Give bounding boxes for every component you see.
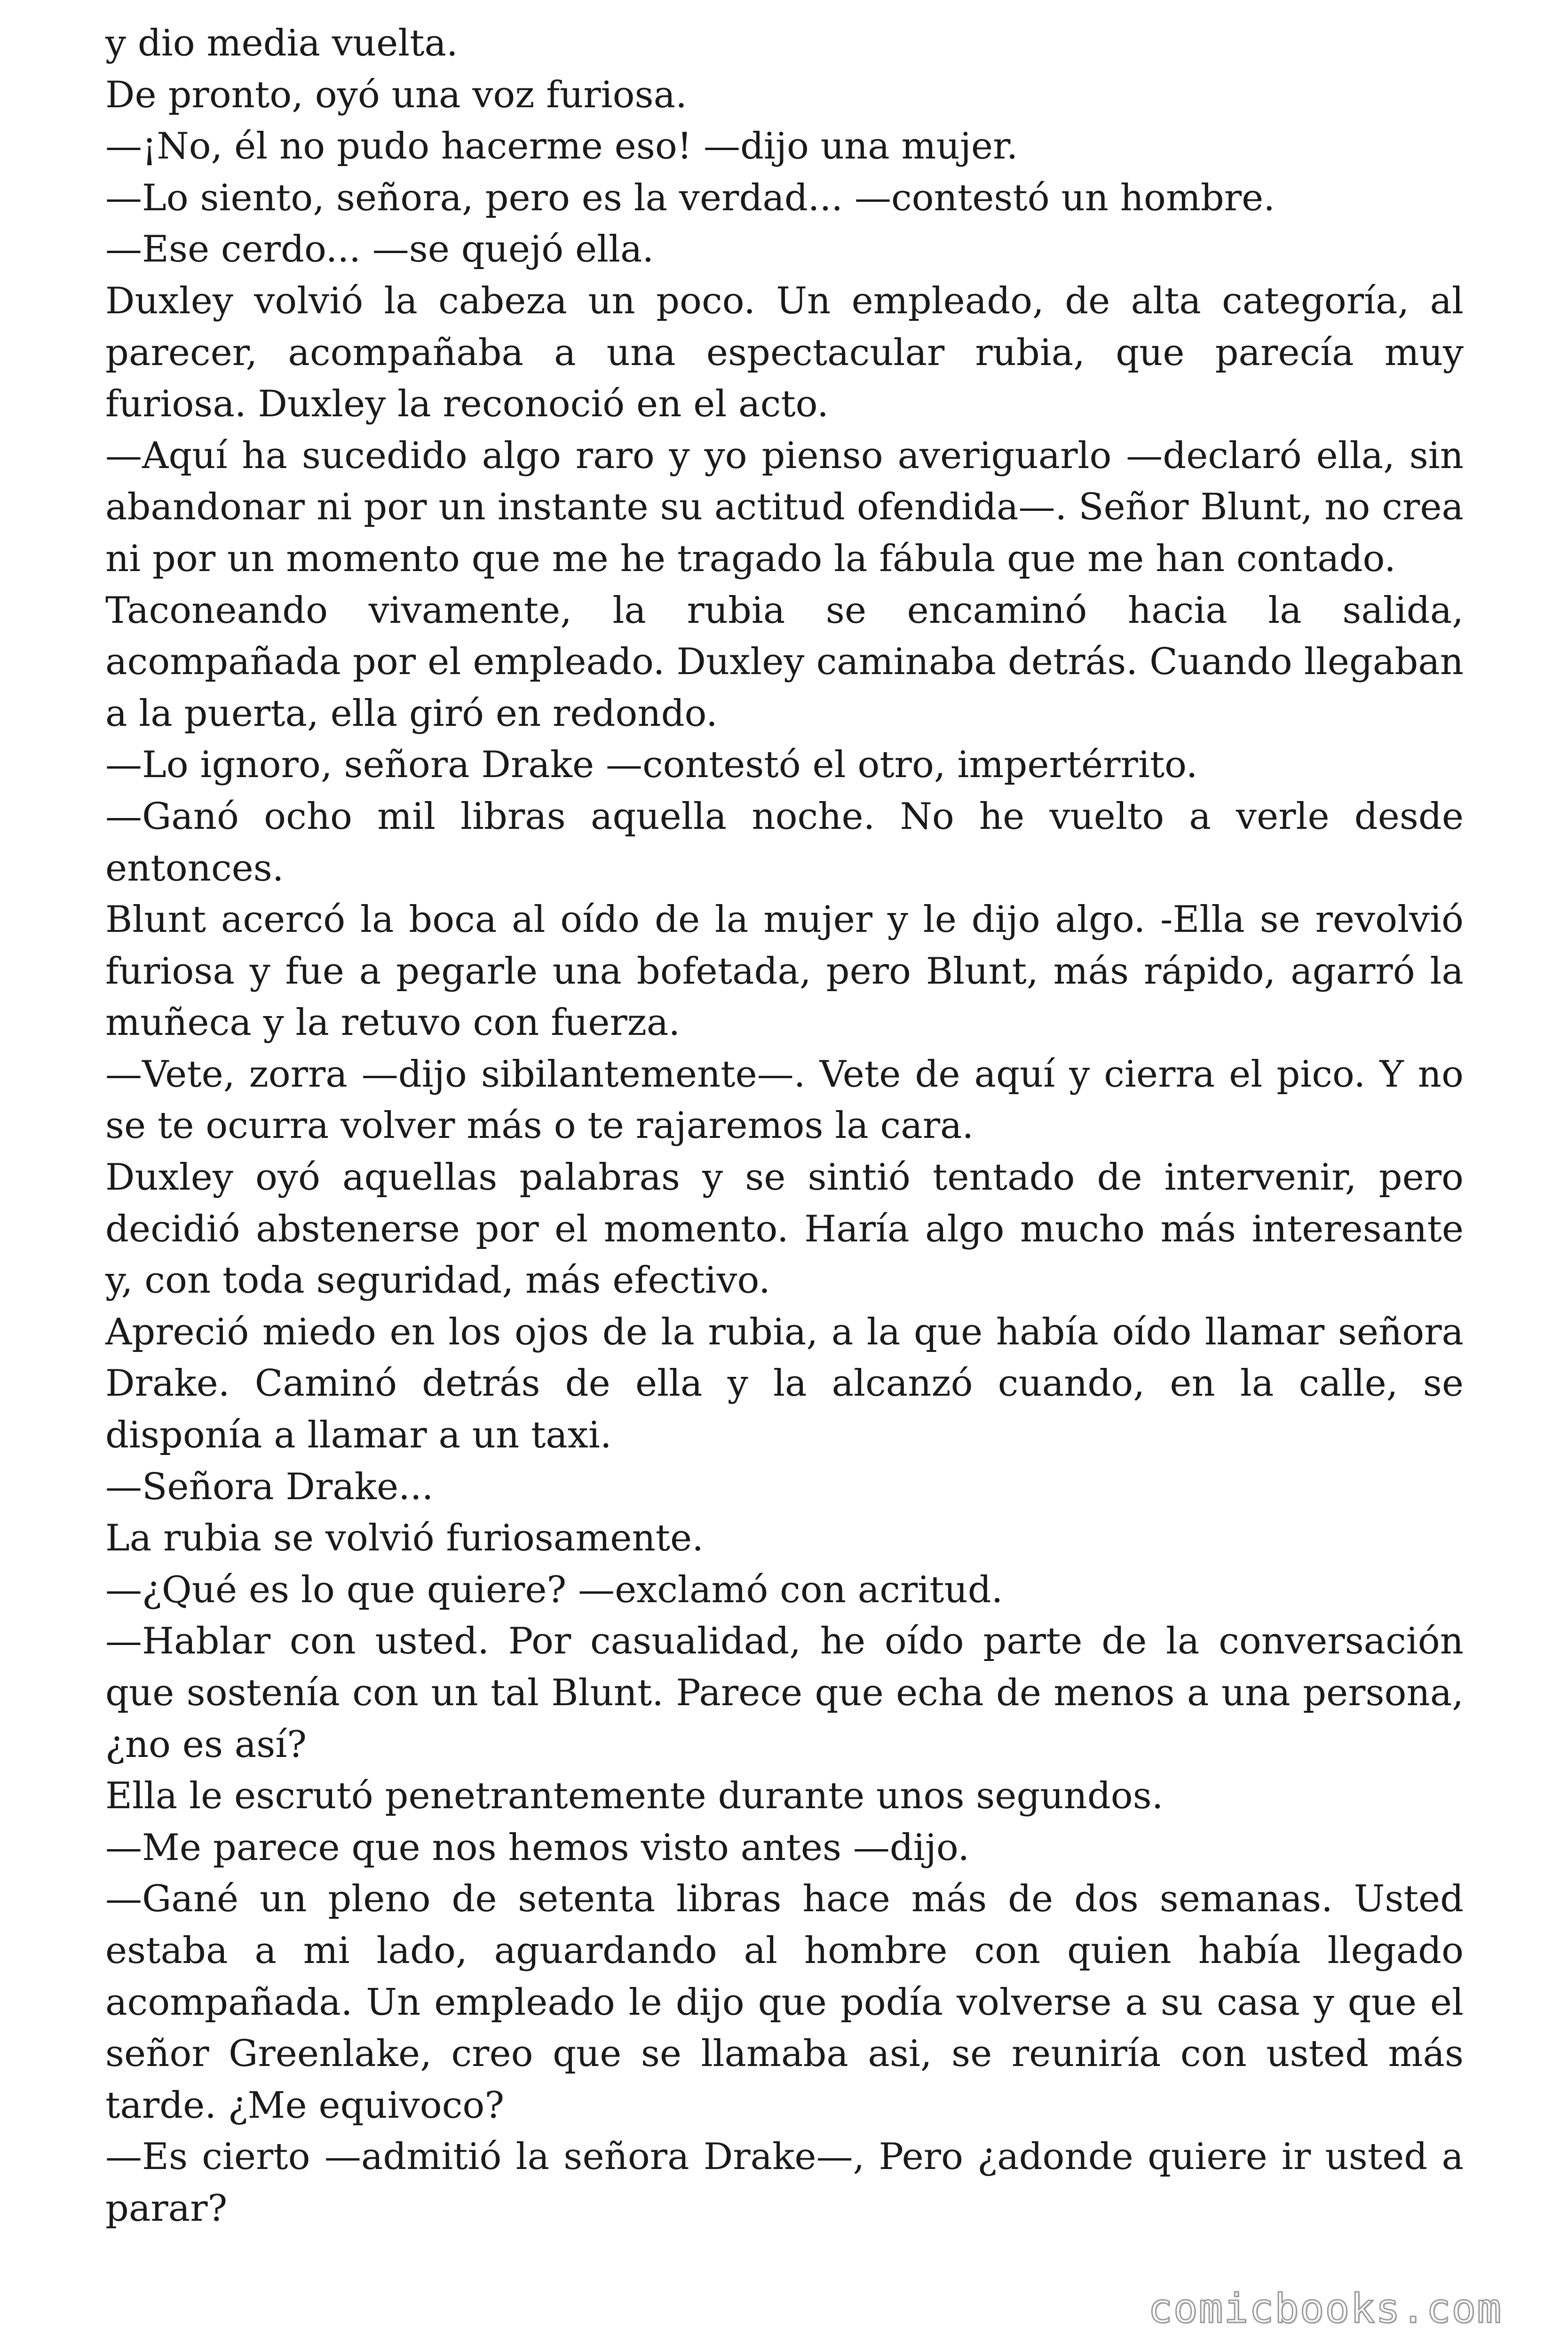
paragraph: —Aquí ha sucedido algo raro y yo pienso averiguarlo —declaró ella, sin abandonar ni por un instante su actitud ofendida—. Señor Blunt, no crea ni por un momento que me he tragado la fábula que me han contado. — [105, 434, 1464, 580]
paragraph: —¿Qué es lo que quiere? —exclamó con acritud. — [105, 1568, 1003, 1611]
paragraph: Apreció miedo en los ojos de la rubia, a la que había oído llamar señora Drake. Caminó detrás de ella y la alcanzó cuando, en la calle, se disponía a llamar a un taxi. — [105, 1311, 1464, 1457]
paragraph: Duxley volvió la cabeza un poco. Un empleado, de alta categoría, al parecer, acompañaba a una espectacular rubia, que parecía muy furiosa. Duxley la reconoció en el acto. — [105, 279, 1464, 426]
book-page-text — [105, 18, 1464, 2235]
paragraph: —Hablar con usted. Por casualidad, he oído parte de la conversación que sostenía con un tal Blunt. Parece que echa de menos a una persona, ¿no es así? — [105, 1620, 1464, 1766]
watermark: comicbooks.com — [1148, 2285, 1502, 2332]
paragraph: De pronto, oyó una voz furiosa. — [105, 73, 687, 116]
paragraph: La rubia se volvió furiosamente. — [105, 1517, 704, 1560]
paragraph: —Gané un pleno de setenta libras hace más de dos semanas. Usted estaba a mi lado, aguardando al hombre con quien había llegado acompañada. Un empleado le dijo que podía volverse a su casa y que el señor Greenlake, creo que se llamaba asi, se reuniría con usted más tarde. ¿Me equivoco? — [105, 1878, 1464, 2127]
paragraph: —Ese cerdo... —se quejó ella. — [105, 228, 654, 271]
paragraph: Blunt acercó la boca al oído de la mujer y le dijo algo. -Ella se revolvió furiosa y fue a pegarle una bofetada, pero Blunt, más rápido, agarró la muñeca y la retuvo con fuerza. — [105, 898, 1464, 1044]
paragraph: —Señora Drake... — [105, 1465, 434, 1508]
paragraph: y dio media vuelta. — [105, 22, 458, 64]
paragraph: —Me parece que nos hemos visto antes —dijo. — [105, 1826, 970, 1869]
paragraph: Duxley oyó aquellas palabras y se sintió tentado de intervenir, pero decidió abstenerse por el momento. Haría algo mucho más interesante y, con toda seguridad, más efectivo. — [105, 1156, 1464, 1302]
paragraph: —¡No, él no pudo hacerme eso! —dijo una mujer. — [105, 125, 1018, 168]
paragraph: —Ganó ocho mil libras aquella noche. No he vuelto a verle desde entonces. — [105, 795, 1464, 890]
paragraph: —Lo ignoro, señora Drake —contestó el otro, impertérrito. — [105, 744, 1198, 787]
paragraph: —Lo siento, señora, pero es la verdad... —contestó un hombre. — [105, 176, 1275, 219]
paragraph: Ella le escrutó penetrantemente durante unos segundos. — [105, 1775, 1164, 1818]
paragraph: —Vete, zorra —dijo sibilantemente—. Vete de aquí y cierra el pico. Y no se te ocurra volver más o te rajaremos la cara. — [105, 1053, 1464, 1147]
paragraph: Taconeando vivamente, la rubia se encaminó hacia la salida, acompañada por el empleado. Duxley caminaba detrás. Cuando llegaban a la puerta, ella giró en redondo. — [105, 589, 1464, 735]
paragraph: —Es cierto —admitió la señora Drake—, Pero ¿adonde quiere ir usted a parar? — [105, 2136, 1464, 2230]
